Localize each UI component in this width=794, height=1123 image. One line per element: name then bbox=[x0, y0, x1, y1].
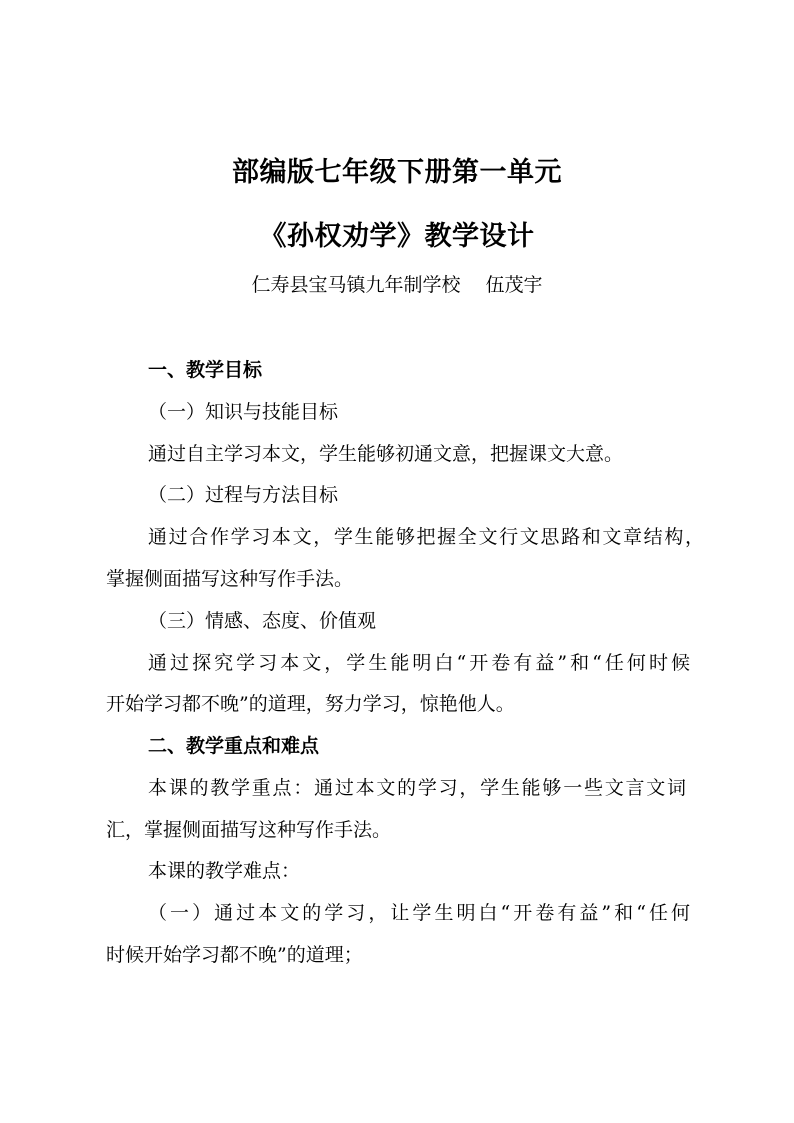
paragraph-key-point-line1: 本课的教学重点：通过本文的学习，学生能够一些文言文词 bbox=[148, 777, 686, 799]
paragraph-difficulty-line2: 时候开始学习都不晚”的道理； bbox=[106, 944, 363, 966]
paragraph-difficulty-line1: （一）通过本文的学习，让学生明白“开卷有益”和“任何 bbox=[148, 902, 690, 924]
document-title: 部编版七年级下册第一单元 bbox=[232, 157, 562, 188]
document-subtitle-title: 《孙权劝学》教学设计 bbox=[259, 221, 535, 252]
section-heading-key-points: 二、教学重点和难点 bbox=[148, 735, 320, 757]
paragraph-process-method-line2: 掌握侧面描写这种写作手法。 bbox=[106, 568, 354, 590]
author-line: 仁寿县宝马镇九年制学校 伍茂宇 bbox=[251, 274, 543, 296]
subheading-emotion-values: （三）情感、态度、价值观 bbox=[148, 610, 377, 632]
difficulty-label: 本课的教学难点： bbox=[148, 860, 301, 882]
paragraph-process-method-line1: 通过合作学习本文，学生能够把握全文行文思路和文章结构， bbox=[148, 526, 704, 548]
paragraph-emotion-values-line2: 开始学习都不晚”的道理，努力学习，惊艳他人。 bbox=[106, 693, 515, 715]
section-heading-objectives: 一、教学目标 bbox=[148, 359, 263, 381]
paragraph-emotion-values-line1: 通过探究学习本文，学生能明白“开卷有益”和“任何时候 bbox=[148, 652, 690, 674]
paragraph-key-point-line2: 汇，掌握侧面描写这种写作手法。 bbox=[106, 819, 392, 841]
subheading-process-method: （二）过程与方法目标 bbox=[148, 484, 339, 506]
subheading-knowledge-skills: （一）知识与技能目标 bbox=[148, 401, 339, 423]
paragraph-knowledge-skills: 通过自主学习本文，学生能够初通文意，把握课文大意。 bbox=[148, 443, 624, 465]
